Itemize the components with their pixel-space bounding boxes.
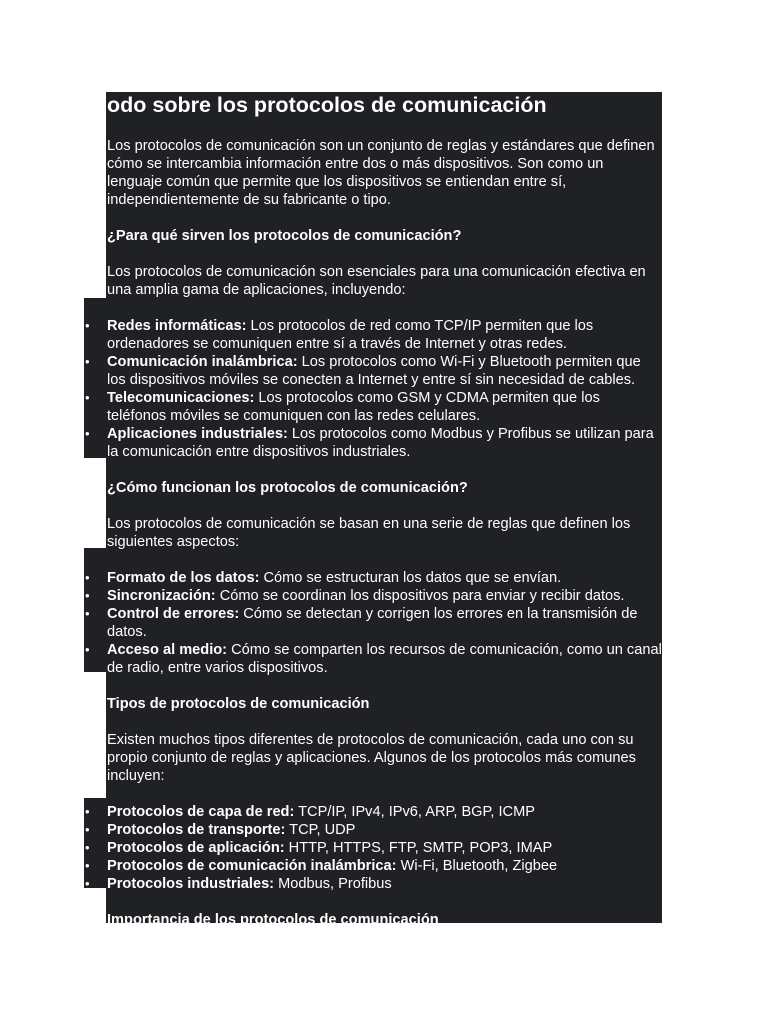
list-item: • Protocolos industriales: Modbus, Profibus [107,875,662,893]
section-text-uses: Los protocolos de comunicación son esenciales para una comunicación efectiva en una amplia gama de aplicaciones, incluyendo: [107,264,646,298]
types-list [107,803,662,893]
section-heading-how: ¿Cómo funcionan los protocolos de comunicación? [107,480,468,496]
section-heading-types: Tipos de protocolos de comunicación [107,696,370,712]
list-item: • Telecomunicaciones: Los protocolos como GSM y CDMA permiten que los teléfonos móviles se comuniquen con las redes celulares. [107,389,662,425]
list-item: • Sincronización: Cómo se coordinan los dispositivos para enviar y recibir datos. [107,587,662,605]
list-item: • Protocolos de comunicación inalámbrica: Wi-Fi, Bluetooth, Zigbee [107,857,662,875]
list-item: • Formato de los datos: Cómo se estructuran los datos que se envían. [107,569,662,587]
list-item: • Aplicaciones industriales: Los protocolos como Modbus y Profibus se utilizan para la comunicación entre dispositivos industriales. [107,425,662,461]
uses-list [107,317,662,461]
article-content [107,92,662,929]
list-item: • Comunicación inalámbrica: Los protocolos como Wi-Fi y Bluetooth permiten que los dispositivos móviles se conecten a Internet y entre sí sin necesidad de cables. [107,353,662,389]
list-item: • Protocolos de transporte: TCP, UDP [107,821,662,839]
aspects-list [107,569,662,677]
list-item: • Redes informáticas: Los protocolos de red como TCP/IP permiten que los ordenadores se comuniquen entre sí a través de Internet y otras redes. [107,317,662,353]
list-item: • Acceso al medio: Cómo se comparten los recursos de comunicación, como un canal de radio, entre varios dispositivos. [107,641,662,677]
section-text-types: Existen muchos tipos diferentes de protocolos de comunicación, cada uno con su propio conjunto de reglas y aplicaciones. Algunos de los protocolos más comunes incluyen: [107,732,636,784]
list-item: • Control de errores: Cómo se detectan y corrigen los errores en la transmisión de datos. [107,605,662,641]
list-item: • Protocolos de capa de red: TCP/IP, IPv4, IPv6, ARP, BGP, ICMP [107,803,662,821]
section-text-how: Los protocolos de comunicación se basan en una serie de reglas que definen los siguientes aspectos: [107,516,631,550]
section-heading-uses: ¿Para qué sirven los protocolos de comunicación? [107,228,462,244]
article-title: odo sobre los protocolos de comunicación [107,93,547,117]
intro-paragraph: Los protocolos de comunicación son un conjunto de reglas y estándares que definen cómo se intercambia información entre dos o más dispositivos. Son como un lenguaje común que permite que los dispositivos se entiendan entre sí, independientemente de su fabricante o tipo. [107,138,655,208]
section-heading-importance: Importancia de los protocolos de comunicación [107,912,439,928]
list-item: • Protocolos de aplicación: HTTP, HTTPS, FTP, SMTP, POP3, IMAP [107,839,662,857]
